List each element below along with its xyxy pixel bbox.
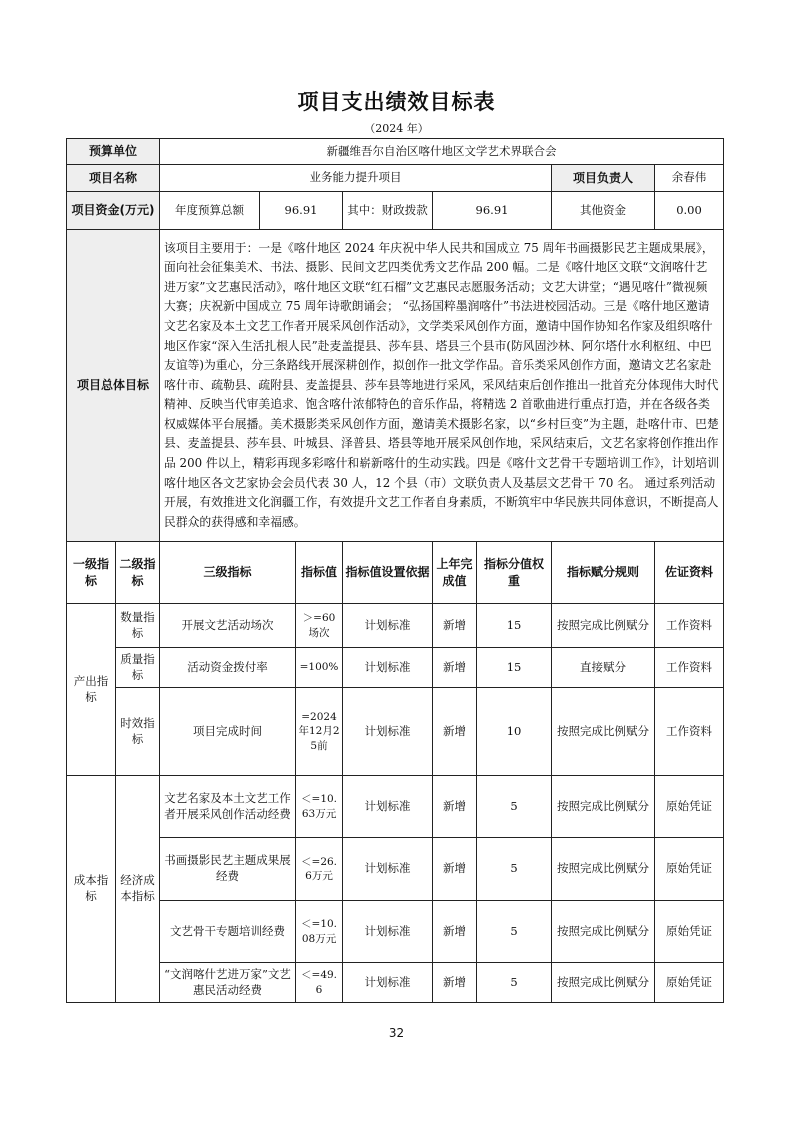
indicator-evidence: 原始凭证 xyxy=(655,776,724,838)
leader-value: 余春伟 xyxy=(655,165,724,192)
indicator-prev: 新增 xyxy=(433,901,477,963)
indicator-value: =100% xyxy=(296,648,343,688)
col-rule: 指标赋分规则 xyxy=(552,542,655,604)
indicator-evidence: 工作资料 xyxy=(655,688,724,776)
unit-label: 预算单位 xyxy=(67,139,160,165)
indicator-rule: 按照完成比例赋分 xyxy=(552,776,655,838)
indicator-basis: 计划标准 xyxy=(343,688,433,776)
indicator-value: ＜=10.08万元 xyxy=(296,901,343,963)
indicator-value: ＜=26.6万元 xyxy=(296,838,343,901)
indicator-rule: 按照完成比例赋分 xyxy=(552,963,655,1003)
indicator-rule: 直接赋分 xyxy=(552,648,655,688)
indicator-basis: 计划标准 xyxy=(343,838,433,901)
page-number: 32 xyxy=(388,1026,405,1040)
col-prev: 上年完成值 xyxy=(433,542,477,604)
table-row xyxy=(67,901,724,963)
table-row xyxy=(67,776,724,838)
fiscal-value: 96.91 xyxy=(433,192,552,230)
indicator: 开展文艺活动场次 xyxy=(160,604,296,648)
unit-value: 新疆维吾尔自治区喀什地区文学艺术界联合会 xyxy=(160,139,724,165)
indicator-basis: 计划标准 xyxy=(343,963,433,1003)
indicator-evidence: 原始凭证 xyxy=(655,963,724,1003)
annual-budget-label: 年度预算总额 xyxy=(160,192,260,230)
indicator-evidence: 原始凭证 xyxy=(655,838,724,901)
indicator: 书画摄影民艺主题成果展经费 xyxy=(160,838,296,901)
group-output: 产出指标 xyxy=(67,604,116,776)
subgroup-quantity: 数量指标 xyxy=(116,604,160,648)
table-row xyxy=(67,838,724,901)
indicator-weight: 15 xyxy=(477,604,552,648)
indicator-weight: 5 xyxy=(477,776,552,838)
indicator-weight: 15 xyxy=(477,648,552,688)
indicator-prev: 新增 xyxy=(433,604,477,648)
indicator-value: ＜=49.6 xyxy=(296,963,343,1003)
indicator-evidence: 原始凭证 xyxy=(655,901,724,963)
indicator-value: ＞=60场次 xyxy=(296,604,343,648)
indicator-rule: 按照完成比例赋分 xyxy=(552,838,655,901)
col-weight: 指标分值权重 xyxy=(477,542,552,604)
indicator-value: ＜=10.63万元 xyxy=(296,776,343,838)
goal-text: 该项目主要用于：一是《喀什地区 2024 年庆祝中华人民共和国成立 75 周年书画摄影民艺主题成果展》，面向社会征集美术、书法、摄影、民间文艺四类优秀文艺作品 200 幅。二是《喀什地区文联“文润喀什艺进万家”文艺惠民活动》，喀什地区文联“红石榴”文艺惠民志愿服务活动；文艺大讲堂；“遇见喀什”微视频大赛；庆祝新中国成立 75 周年诗歌朗诵会； “弘扬国粹墨润喀什”书法进校园活动。三是《喀什地区邀请文艺名家及本土文艺工作者开展采风创作活动》，文学类采风创作方面，邀请中国作协知名作家及组织喀什地区作家“深入生活扎根人民”赴麦盖提县、莎车县、塔县三个县市(防风固沙林、阿尔塔什水利枢纽、中巴友谊等)为重心，分三条路线开展深耕创作，拟创作一批文学作品。音乐类采风创作方面，邀请文艺名家赴喀什市、疏勒县、疏附县、麦盖提县、莎车县等地进行采风，采风结束后创作推出一批首充分体现伟大时代精神、反映当代审美追求、饱含喀什浓郁特色的音乐作品，将精选 2 首歌曲进行重点打造，并在各级各类权威媒体平台展播。美术摄影类采风创作方面，邀请美术摄影名家，以“乡村巨变”为主题，赴喀什市、巴楚县、麦盖提县、莎车县、叶城县、泽普县、塔县等地开展采风创作地，采风结束后，文艺名家将创作推出作品 200 件以上，精彩再现多彩喀什和崭新喀什的生动实践。四是《喀什文艺骨干专题培训工作》，计划培训喀什地区各文艺家协会会员代表 30 人，12 个县（市）文联负责人及基层文艺骨干 70 名。 通过系列活动开展，有效推进文化润疆工作，有效提升文艺工作者自身素质，不断筑牢中华民族共同体意识，不断提高人民群众的获得感和幸福感。 xyxy=(160,230,724,542)
leader-label: 项目负责人 xyxy=(552,165,655,192)
indicator-prev: 新增 xyxy=(433,688,477,776)
subgroup-time: 时效指标 xyxy=(116,688,160,776)
year-label: （2024 年） xyxy=(364,122,429,135)
fiscal-label: 其中：财政拨款 xyxy=(343,192,433,230)
indicator-evidence: 工作资料 xyxy=(655,604,724,648)
indicator-prev: 新增 xyxy=(433,963,477,1003)
page-title: 项目支出绩效目标表 xyxy=(297,90,496,114)
goal-label: 项目总体目标 xyxy=(67,230,160,542)
col-evidence: 佐证资料 xyxy=(655,542,724,604)
indicator-prev: 新增 xyxy=(433,776,477,838)
other-funds-label: 其他资金 xyxy=(552,192,655,230)
indicator-weight: 5 xyxy=(477,963,552,1003)
indicator: 项目完成时间 xyxy=(160,688,296,776)
indicator-basis: 计划标准 xyxy=(343,648,433,688)
col-value: 指标值 xyxy=(296,542,343,604)
indicator-rule: 按照完成比例赋分 xyxy=(552,604,655,648)
performance-table xyxy=(66,138,724,1003)
indicator-basis: 计划标准 xyxy=(343,604,433,648)
subgroup-econ: 经济成本指标 xyxy=(116,776,160,1003)
project-name-value: 业务能力提升项目 xyxy=(160,165,552,192)
indicator-prev: 新增 xyxy=(433,648,477,688)
indicator: “文润喀什艺进万家”文艺惠民活动经费 xyxy=(160,963,296,1003)
table-row xyxy=(67,688,724,776)
indicator: 文艺骨干专题培训经费 xyxy=(160,901,296,963)
indicator: 活动资金拨付率 xyxy=(160,648,296,688)
indicator-rule: 按照完成比例赋分 xyxy=(552,901,655,963)
other-funds-value: 0.00 xyxy=(655,192,724,230)
indicator-rule: 按照完成比例赋分 xyxy=(552,688,655,776)
indicator-basis: 计划标准 xyxy=(343,776,433,838)
group-cost: 成本指标 xyxy=(67,776,116,1003)
annual-budget-value: 96.91 xyxy=(260,192,343,230)
col-level2: 二级指标 xyxy=(116,542,160,604)
indicator-prev: 新增 xyxy=(433,838,477,901)
subgroup-quality: 质量指标 xyxy=(116,648,160,688)
indicator-weight: 5 xyxy=(477,838,552,901)
indicator: 文艺名家及本土文艺工作者开展采风创作活动经费 xyxy=(160,776,296,838)
table-row xyxy=(67,648,724,688)
col-level3: 三级指标 xyxy=(160,542,296,604)
project-name-label: 项目名称 xyxy=(67,165,160,192)
indicator-weight: 5 xyxy=(477,901,552,963)
col-basis: 指标值设置依据 xyxy=(343,542,433,604)
indicator-value: =2024年12月25前 xyxy=(296,688,343,776)
table-row xyxy=(67,963,724,1003)
indicator-weight: 10 xyxy=(477,688,552,776)
indicator-basis: 计划标准 xyxy=(343,901,433,963)
table-row xyxy=(67,604,724,648)
indicator-evidence: 工作资料 xyxy=(655,648,724,688)
col-level1: 一级指标 xyxy=(67,542,116,604)
funds-label: 项目资金(万元) xyxy=(67,192,160,230)
